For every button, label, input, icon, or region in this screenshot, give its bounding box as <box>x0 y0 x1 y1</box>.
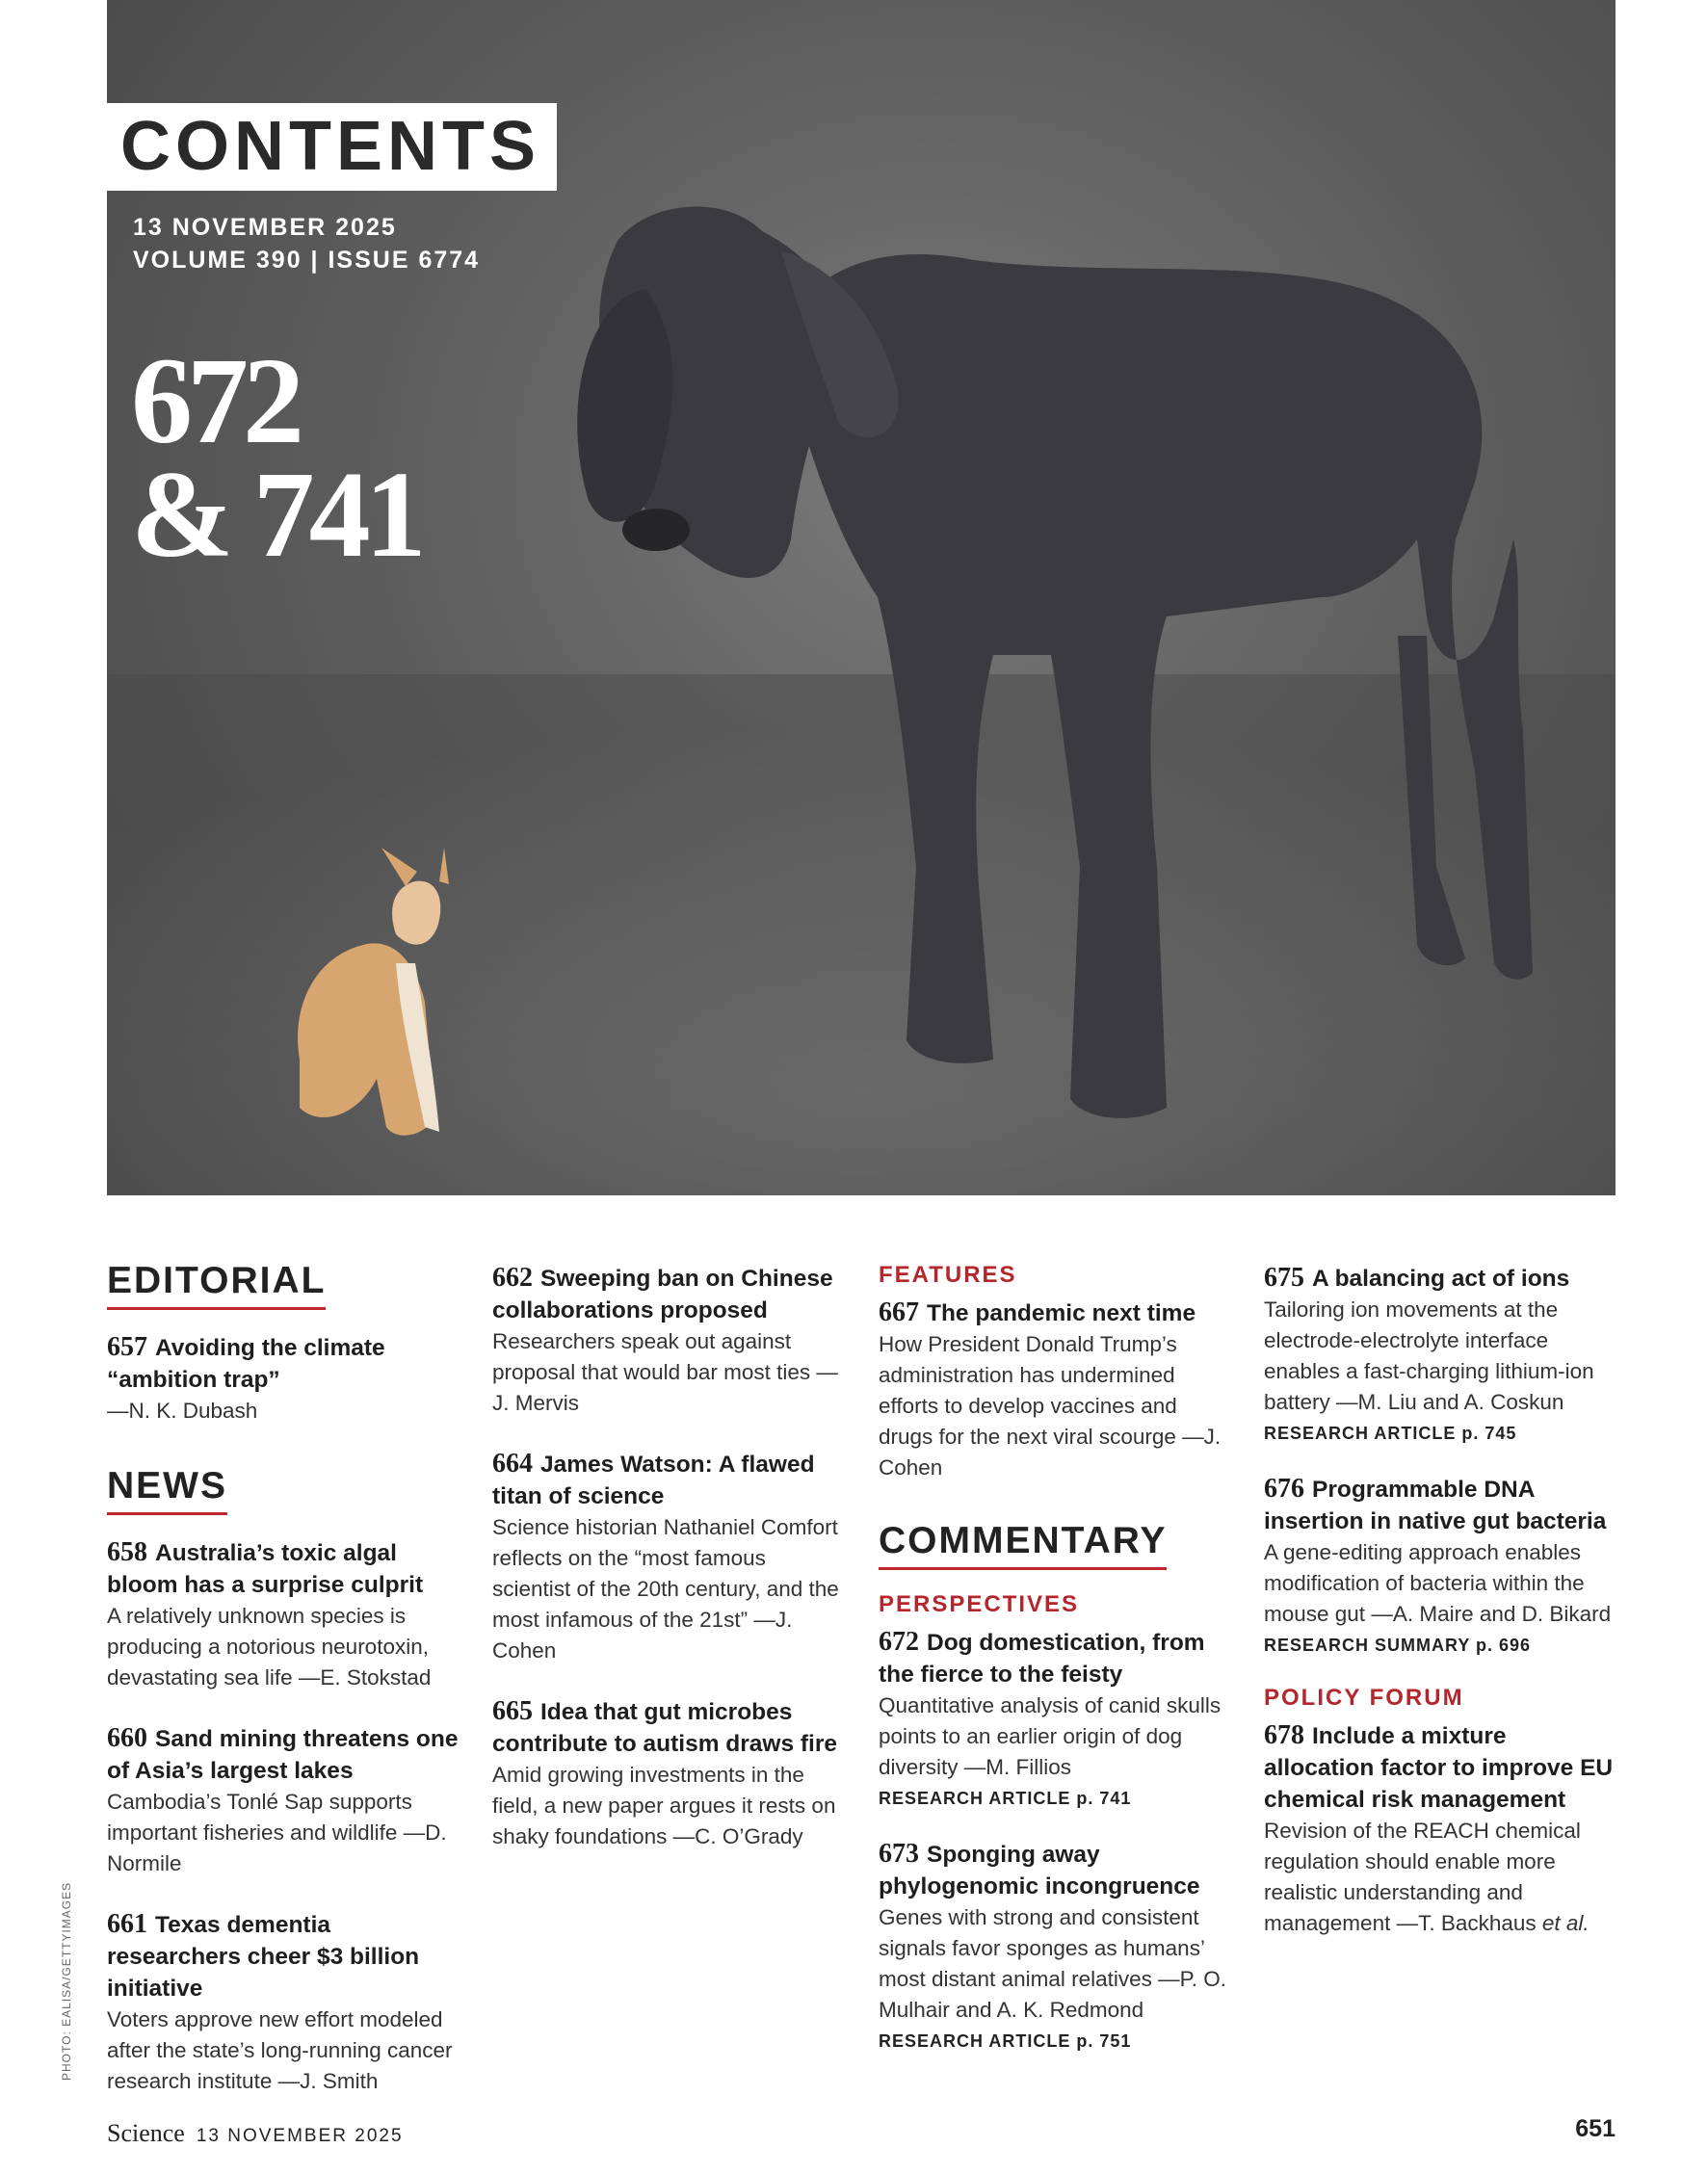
research-ref[interactable]: RESEARCH ARTICLE p. 751 <box>879 2030 1132 2051</box>
page-number: 664 <box>492 1449 533 1479</box>
item-title: Programmable DNA insertion in native gut bacteria <box>1264 1477 1607 1534</box>
item-desc: A relatively unknown species is producing a notorious neurotoxin, devastating sea life —E. Stokstad <box>107 1603 432 1689</box>
contents-title: CONTENTS <box>120 108 540 185</box>
item-desc <box>1264 1816 1620 1939</box>
contents-title-box <box>107 103 557 191</box>
news-heading: NEWS <box>107 1467 227 1515</box>
editorial-heading: EDITORIAL <box>107 1262 326 1310</box>
item-title: James Watson: A flawed titan of science <box>492 1452 815 1509</box>
issue-date: 13 NOVEMBER 2025 <box>133 214 397 241</box>
cover-page-number-1: 672 <box>131 332 299 469</box>
list-item[interactable] <box>107 1908 463 2097</box>
photo-credit: PHOTO: EALISA/GETTYIMAGES <box>60 1881 73 2081</box>
item-desc: Voters approve new effort modeled after the state’s long-running cancer research institute —J. Smith <box>107 2006 453 2093</box>
item-title: Dog domestication, from the fierce to the feisty <box>879 1629 1205 1688</box>
list-item[interactable] <box>492 1448 849 1666</box>
list-item[interactable] <box>107 1331 463 1427</box>
page-number: 673 <box>879 1838 919 1869</box>
item-title: Include a mixture allocation factor to improve EU chemical risk management <box>1264 1723 1614 1813</box>
column-1 <box>107 1262 463 2126</box>
page-number: 675 <box>1264 1263 1304 1293</box>
item-title: A balancing act of ions <box>1312 1266 1570 1292</box>
science-logo: Science <box>107 2119 185 2147</box>
column-4 <box>1264 1262 1620 1968</box>
list-item[interactable] <box>879 1626 1235 1809</box>
page-number-footer: 651 <box>1575 2115 1616 2142</box>
list-item[interactable] <box>1264 1262 1620 1444</box>
list-item[interactable] <box>1264 1719 1620 1939</box>
item-desc: —N. K. Dubash <box>107 1398 258 1423</box>
column-2 <box>492 1262 849 1881</box>
list-item[interactable] <box>492 1262 849 1419</box>
item-desc: Amid growing investments in the field, a new paper argues it rests on shaky foundations —C. O’Grady <box>492 1763 836 1848</box>
research-ref[interactable]: RESEARCH ARTICLE p. 741 <box>879 1788 1132 1808</box>
volume-issue: VOLUME 390 | ISSUE 6774 <box>133 247 481 274</box>
list-item[interactable] <box>1264 1473 1620 1656</box>
item-title: Sand mining threatens one of Asia’s largest lakes <box>107 1725 459 1784</box>
research-ref[interactable]: RESEARCH ARTICLE p. 745 <box>1264 1424 1517 1443</box>
item-desc: Researchers speak out against proposal that would bar most ties —J. Mervis <box>492 1329 838 1415</box>
item-title: Sponging away phylogenomic incongruence <box>879 1841 1200 1899</box>
cover-page-number-2: & 741 <box>131 446 421 583</box>
item-desc: Genes with strong and consistent signals favor sponges as humans’ most distant animal relatives —P. O. Mulhair and A. K. Redmond <box>879 1904 1226 2022</box>
footer <box>107 2119 404 2148</box>
item-desc-italic: et al. <box>1541 1911 1590 1935</box>
item-desc: Science historian Nathaniel Comfort reflects on the “most famous scientist of the 20th century, and the most infamous of the 21st” —J. Cohen <box>492 1515 839 1663</box>
item-title: Idea that gut microbes contribute to autism draws fire <box>492 1699 838 1757</box>
features-heading: FEATURES <box>879 1262 1017 1288</box>
page-number: 667 <box>879 1297 919 1327</box>
item-desc: Tailoring ion movements at the electrode-electrolyte interface enables a fast-charging lithium-ion battery —M. Liu and A. Coskun <box>1264 1297 1594 1414</box>
item-desc-main: Revision of the REACH chemical regulation should enable more realistic understanding and management —T. Backhaus <box>1264 1819 1581 1935</box>
page-number: 660 <box>107 1722 147 1753</box>
list-item[interactable] <box>879 1838 1235 2052</box>
item-desc: A gene-editing approach enables modification of bacteria within the mouse gut —A. Maire and D. Bikard <box>1264 1540 1612 1626</box>
page-number: 662 <box>492 1263 533 1293</box>
item-title: Avoiding the climate “ambition trap” <box>107 1334 385 1393</box>
page-number: 657 <box>107 1331 147 1362</box>
item-title: Texas dementia researchers cheer $3 billion initiative <box>107 1911 420 2002</box>
page-number: 658 <box>107 1536 147 1567</box>
list-item[interactable] <box>492 1695 849 1852</box>
page-number: 678 <box>1264 1720 1304 1750</box>
item-title: The pandemic next time <box>927 1300 1196 1326</box>
item-desc: Quantitative analysis of canid skulls points to an earlier origin of dog diversity —M. Fillios <box>879 1692 1222 1779</box>
page-number: 672 <box>879 1626 919 1657</box>
column-3 <box>879 1262 1235 2081</box>
research-ref[interactable]: RESEARCH SUMMARY p. 696 <box>1264 1636 1532 1655</box>
page-number: 665 <box>492 1696 533 1726</box>
commentary-heading: COMMENTARY <box>879 1522 1167 1570</box>
item-title: Australia’s toxic algal bloom has a surprise culprit <box>107 1539 424 1598</box>
page-number: 661 <box>107 1908 147 1939</box>
item-desc: How President Donald Trump’s administration has undermined efforts to develop vaccines and drugs for the next viral scourge —J. Cohen <box>879 1332 1222 1480</box>
policy-forum-heading: POLICY FORUM <box>1264 1685 1464 1711</box>
list-item[interactable] <box>107 1536 463 1693</box>
item-desc: Cambodia’s Tonlé Sap supports important fisheries and wildlife —D. Normile <box>107 1789 447 1875</box>
list-item[interactable] <box>107 1722 463 1879</box>
footer-date: 13 NOVEMBER 2025 <box>196 2126 404 2146</box>
item-title: Sweeping ban on Chinese collaborations proposed <box>492 1266 833 1323</box>
page-number: 676 <box>1264 1474 1304 1504</box>
perspectives-heading: PERSPECTIVES <box>879 1590 1080 1617</box>
list-item[interactable] <box>879 1297 1235 1483</box>
